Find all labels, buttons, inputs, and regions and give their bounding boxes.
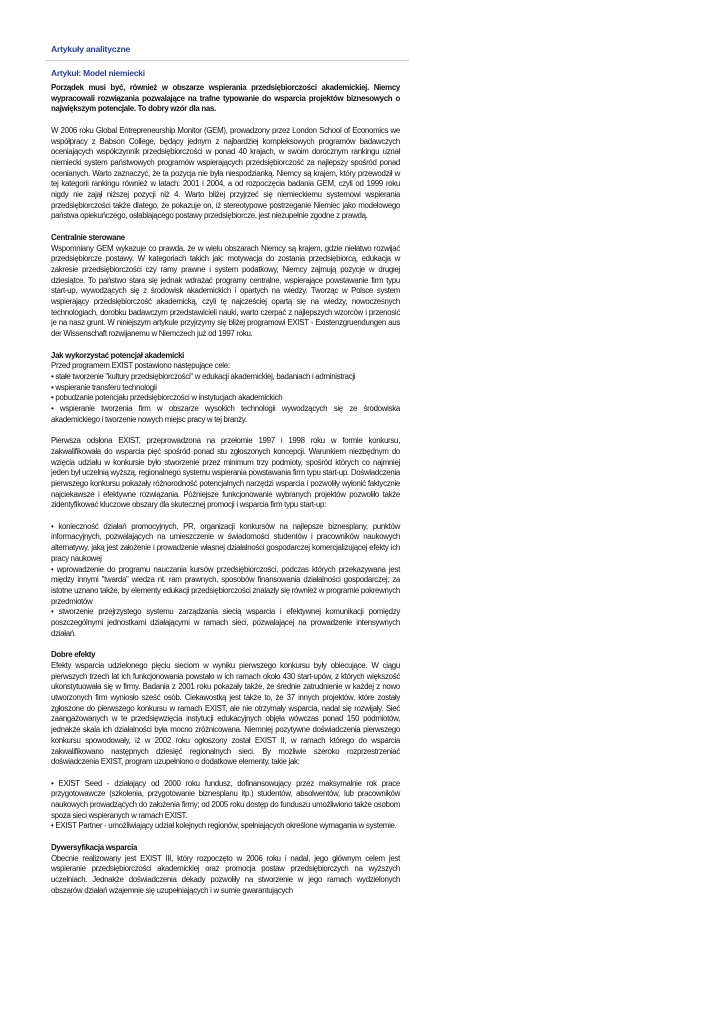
paragraph-centralnie: Wspomniany GEM wykazuje co prawda, że w wielu obszarach Niemcy są krajem, gdzie niełatwo rozwijać przedsiębiorcze postawy. W kategoriach takich jak: motywacja do zostania przedsiębiorcą, edukacja w zakresie przedsiębiorczości czy ramy prawne i system podatkowy, Niemcy zajmują pozycje w drugiej dziesiątce. To państwo stara się jednak wdrażać programy centralne, wspierające powstawanie firm typu start-up, wywodzących się z środowisk akademickich i opartych na wiedzy. Tworząc w Polsce system wspierający przedsiębiorczość akademicką, czyli tę najcześciej opartą się na wiedzy, nowoczesnych technologiach, dorobku badawczym przedstawicieli nauki, warto czerpać z najlepszych wzorców i przenosić je na nasz grunt. W niniejszym artykule przyjrzymy się bliżej programowi EXIST - Existenzgruendungen aus der Wissenschaft rozwijanemu w Niemczech już od 1997 roku. (51, 243, 400, 339)
heading-potencjal-akademicki: Jak wykorzystać potencjał akademicki (51, 350, 185, 360)
paragraph-dobre-efekty: Efekty wsparcia udzielonego pięciu sieciom w wyniku pierwszego konkursu były obiecujące. W ciągu pierwszych trzech lat ich funkcjonowania powstało w ich ramach około 430 start-upów, z których większość ukonstytuowała się w firmy. Badania z 2001 roku pokazały także, że średnie zatrudnienie w każdej z nowo utworzonych firm wyniosło sześć osób. Ciekawostką jest także to, że 37 innych projektów, które zostały zgłoszone do pierwszego konkursu w ramach EXIST, ale nie otrzymały wsparcia, nadal się rozwijały. Sieć zaangażowanych w te przedsięwzięcia instytucji edukacyjnych objęła wówczas ponad 150 podmiotów, jednakże skala ich działalności była mocno zróżnicowana. Niemniej pozytywne doświadczenia pierwszego konkursu spowodowały, iż w 2002 roku ogłoszony został EXIST II, w ramach którego do wsparcia zakwalifikowano następnych dziesięć regionalnych sieci. By możliwie szeroko rozprzestrzeniać doświadczenia EXIST, program uzupełniono o dodatkowe elementy, takie jak: (51, 660, 400, 767)
list-item: • pobudzanie potencjału przedsiębiorczości w instytucjach akademickich (51, 393, 283, 403)
article-title: Artykuł: Model niemiecki (51, 68, 145, 78)
section-label: Artykuły analityczne (51, 44, 131, 54)
intro-paragraph: W 2006 roku Global Entrepreneurship Monitor (GEM), prowadzony przez London School of Economics we współpracy z Babson College, będący jednym z najbardziej kompleksowych programów badawczych oceniających współczynnik przedsiębiorczości w ponad 40 krajach, w swoim dorocznym rankingu uznał niemiecki system państwowych programów wspierających przedsiębiorczość za najlepszy spośród ponad ocenianych. Warto zaznaczyć, że ta pozycja nie była niespodzianką. Niemcy są krajem, który przewodził w tej kategorii rankingu również w latach: 2001 i 2004, a od rozpoczęcia badania GEM, czyli od 1999 roku nigdy nie zajął niższej pozycji niż 4. Warto bliżej przyjrzeć się niemieckiemu systemowi wspierania przedsiębiorczości także dlatego, że pokazuje on, iż stereotypowe postrzeganie Niemiec jako modelowego państwa opiekuńczego, osłabiającego postawy przedsiębiorcze, jest niezupełnie zgodne z prawdą. (51, 125, 400, 221)
goals-intro: Przed programem EXIST postawiono następujące cele: (51, 361, 230, 371)
list-item: • wprowadzenie do programu nauczania kursów przedsiębiorczości, podczas których przekazywana jest między innymi "twarda" wiedza nt. ram prawnych, sposobów finansowania działalności gospodarczej; za istotne uznano także, by elementy edukacji przedsiębiorczości znalazły się również w programie pokrewnych przedmiotów (51, 564, 400, 606)
heading-dywersyfikacja: Dywersyfikacja wsparcia (51, 842, 138, 852)
article-body (51, 83, 400, 907)
list-item: • wspieranie tworzenia firm w obszarze wysokich technologii wywodzących się ze środowiska akademickiego i tworzenie nowych miejsc pracy w tej branży. (51, 404, 400, 424)
paragraph-exist-first-edition: Pierwsza odsłona EXIST, przeprowadzona na przełomie 1997 i 1998 roku w formie konkursu, zakwalifikowała do wsparcia pięć spośród ponad stu zgłoszonych koncepcji. Warunkiem niezbędnym do wzięcia udziału w konkursie było stworzenie przez minimum trzy podmioty, spośród których co najmniej jeden był uczelnią wyższą, regionalnego systemu wspierania powstawania firm typu start-up. Doświadczenia pierwszego konkursu pokazały różnorodność potencjalnych narzędzi wsparcia i pozwoliły wyłonić faktycznie najciekawsze i efektywne rozwiązania. Późniejsze funkcjonowanie wybranych projektów pozwoliło także zidentyfikować kluczowe obszary dla skutecznej promocji i wsparcia firm typu start-up: (51, 436, 400, 510)
header-divider (45, 60, 409, 61)
lead-paragraph: Porządek musi być, również w obszarze wspierania przedsiębiorczości akademickiej. Niemcy wypracowali rozwiązania pozwalające na trafne typowanie do wsparcia projektów biznesowych o największym potencjale. To dobry wzór dla nas. (51, 83, 400, 114)
list-item: • konieczność działań promocyjnych, PR, organizacji konkursów na najlepsze biznesplany, punktów informacyjnych, pozwalających na umieszczenie w świadomości studentów i pracowników naukowych alternatywy, jaką jest założenie i prowadzenie własnej działalności gospodarczej komercjalizującej efekty ich pracy naukowej (51, 521, 400, 563)
list-item: • stałe tworzenie "kultury przedsiębiorczości" w edukacji akademickiej, badaniach i administracji (51, 371, 356, 381)
heading-centralnie-sterowane: Centralnie sterowane (51, 232, 125, 242)
list-item: • stworzenie przejrzystego systemu zarządzania siecią wsparcia i efektywnej komunikacji pomiędzy poszczególnymi jednostkami działającymi w ramach sieci, pozwalającej na prowadzenie intensywnych działań. (51, 607, 400, 638)
paragraph-dywersyfikacja: Obecnie realizowany jest EXIST III, który rozpoczęto w 2006 roku i nadal, jego głównym celem jest wspieranie przedsiębiorczości akademickiej oraz promocja postaw przedsiębiorczych na wyższych uczelniach. Jednakże doświadczenia dekady pozwoliły na stworzenie w jego ramach wydzielonych obszarów działań wzajemnie się uzupełniających i w sumie gwarantujących (51, 853, 400, 895)
heading-dobre-efekty: Dobre efekty (51, 650, 96, 660)
list-item: • EXIST Seed - działający od 2000 roku fundusz, dofinansowujący przez maksymalnie rok prace przygotowawcze (szkolenia, przygotowanie biznesplanu itp.) studentów, absolwentów, lub pracowników naukowych prowadzących do założenia firmy; od 2005 roku dostęp do funduszu umożliwiono także osobom spoza sieci wspieranych w ramach EXIST. (51, 778, 400, 820)
list-item: • EXIST Partner - umożliwiający udział kolejnych regionów, spełniających określone wymagania w systemie. (51, 821, 397, 831)
exist-elements-list (51, 779, 400, 833)
goals-list (51, 372, 400, 426)
list-item: • wspieranie transferu technologii (51, 382, 157, 392)
key-areas-list (51, 522, 400, 640)
